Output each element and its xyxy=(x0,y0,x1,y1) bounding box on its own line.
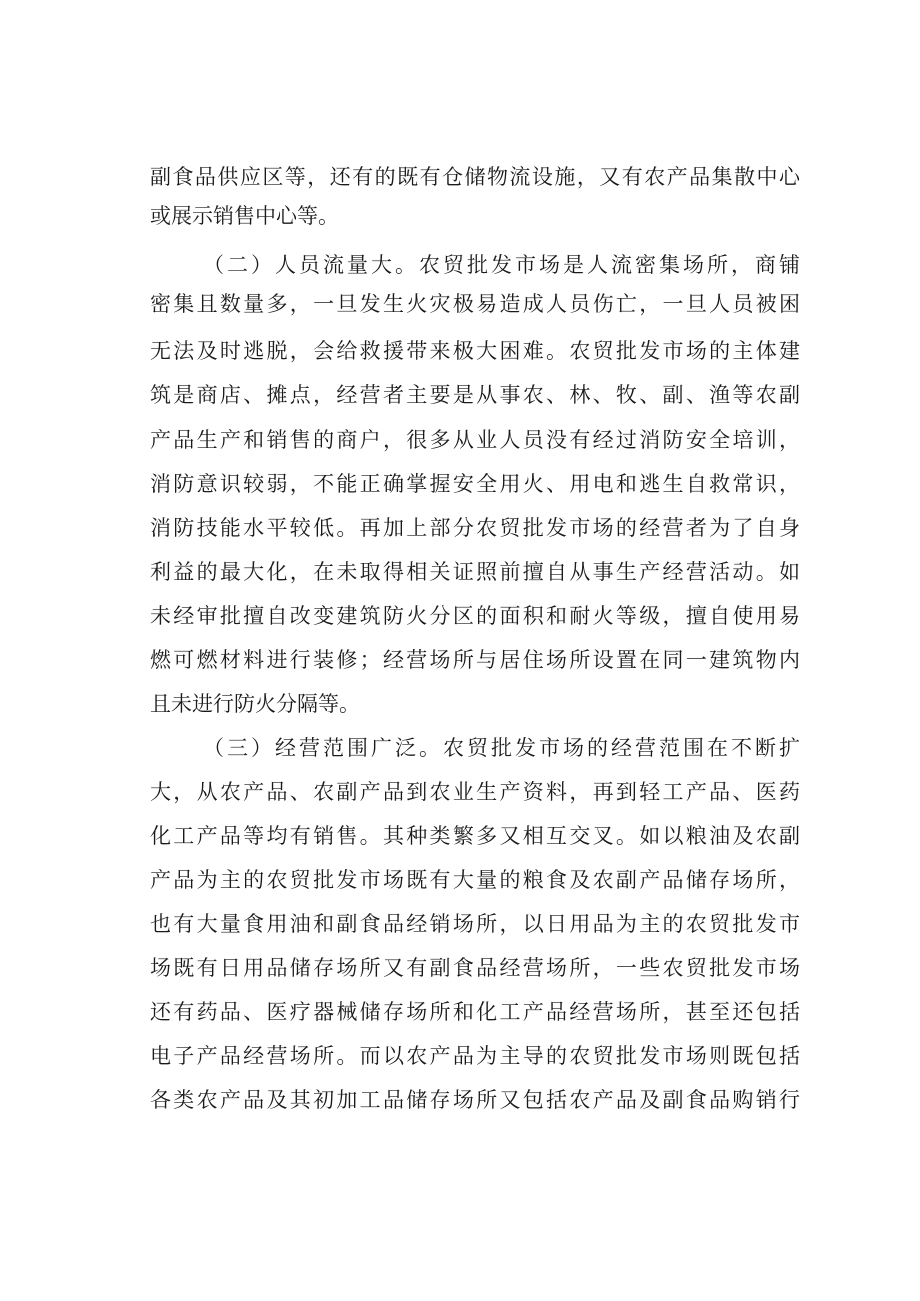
text-line: 也有大量食用油和副食品经销场所，以日用品为主的农贸批发市 xyxy=(150,912,800,936)
text-line: 或展示销售中心等。 xyxy=(150,204,339,228)
text-line: 未经审批擅自改变建筑防火分区的面积和耐火等级，擅自使用易 xyxy=(150,604,800,628)
text-line: 化工产品等均有销售。其种类繁多又相互交叉。如以粮油及农副 xyxy=(150,824,800,848)
text-line: 还有药品、医疗器械储存场所和化工产品经营场所，甚至还包括 xyxy=(150,1000,800,1024)
text-line: 利益的最大化，在未取得相关证照前擅自从事生产经营活动。如 xyxy=(150,560,800,584)
text-line: 产品为主的农贸批发市场既有大量的粮食及农副产品储存场所， xyxy=(150,868,800,892)
text-line: 电子产品经营场所。而以农产品为主导的农贸批发市场则既包括 xyxy=(150,1044,800,1068)
text-line: 且未进行防火分隔等。 xyxy=(150,692,360,716)
text-line: 筑是商店、摊点，经营者主要是从事农、林、牧、副、渔等农副 xyxy=(150,383,800,407)
paragraph-heading-line: （二）人员流量大。农贸批发市场是人流密集场所，商铺 xyxy=(203,253,800,277)
text-line: 密集且数量多，一旦发生火灾极易造成人员伤亡，一旦人员被困 xyxy=(150,292,800,316)
text-line: 副食品供应区等，还有的既有仓储物流设施，又有农产品集散中心 xyxy=(150,165,800,189)
text-line: 产品生产和销售的商户，很多从业人员没有经过消防安全培训， xyxy=(150,428,800,452)
text-line: 大，从农产品、农副产品到农业生产资料，再到轻工产品、医药 xyxy=(150,780,800,804)
paragraph-heading-line: （三）经营范围广泛。农贸批发市场的经营范围在不断扩 xyxy=(203,736,800,760)
text-line: 各类农产品及其初加工品储存场所又包括农产品及副食品购销行 xyxy=(150,1088,800,1112)
text-line: 场既有日用品储存场所又有副食品经营场所，一些农贸批发市场 xyxy=(150,956,800,980)
text-line: 无法及时逃脱，会给救援带来极大困难。农贸批发市场的主体建 xyxy=(150,339,800,363)
text-line: 燃可燃材料进行装修；经营场所与居住场所设置在同一建筑物内 xyxy=(150,648,800,672)
text-line: 消防意识较弱，不能正确掌握安全用火、用电和逃生自救常识， xyxy=(150,472,800,496)
text-line: 消防技能水平较低。再加上部分农贸批发市场的经营者为了自身 xyxy=(150,516,800,540)
